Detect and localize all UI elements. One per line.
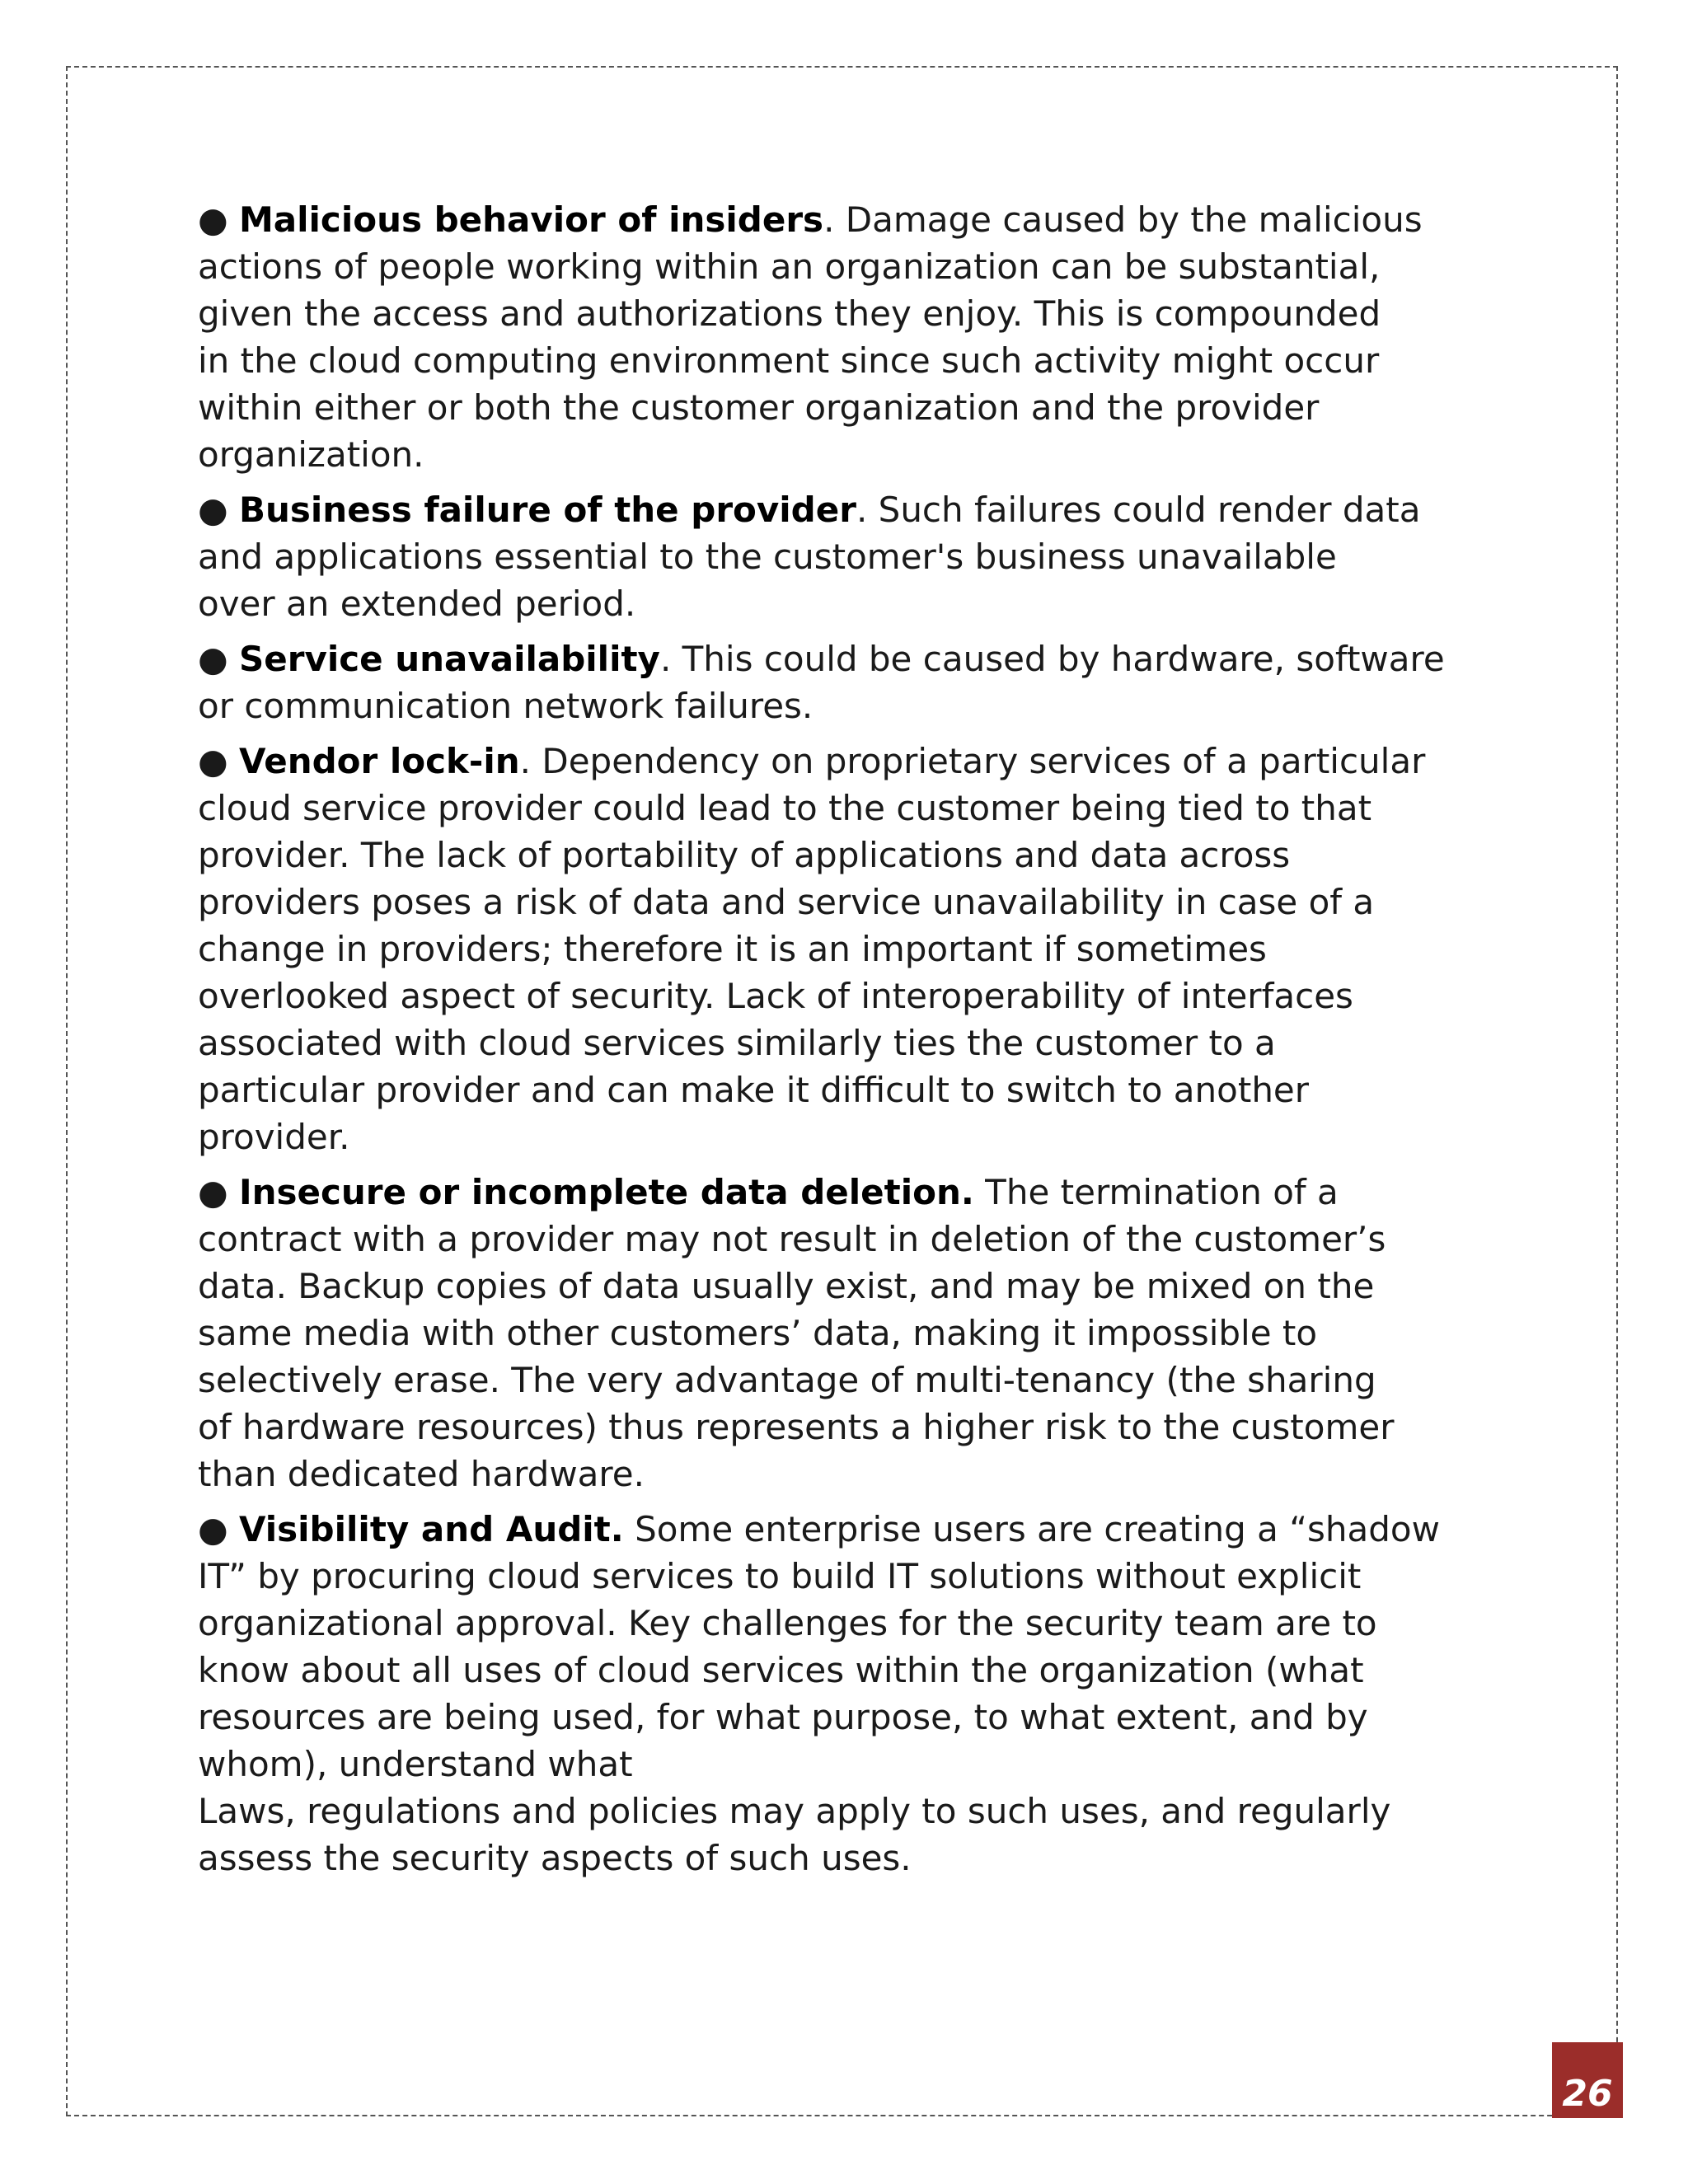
page-number: 26: [1562, 2073, 1613, 2115]
list-item-vendor-lock-in: [198, 738, 1517, 1160]
item-term: Insecure or incomplete data deletion.: [239, 1172, 974, 1212]
item-text: . Such failures could render data and applications essential to the customer's business unavailable over an extended period.: [198, 490, 1421, 624]
bullet: ●: [198, 741, 239, 781]
item-text: . Dependency on proprietary services of a particular cloud service provider could lead to the customer being tied to that provider. The lack of portability of applications and data across providers poses a risk of data and service unavailability in case of a change in providers; therefore it is an important if sometimes overlooked aspect of security. Lack of interoperability of interfaces associated with cloud services similarly ties the customer to a particular provider and can make it difficult to switch to another provider.: [198, 741, 1426, 1157]
list-item-malicious-insiders: [198, 196, 1517, 478]
item-text: Some enterprise users are creating a “shadow IT” by procuring cloud services to build IT solutions without explicit organizational approval. Key challenges for the security team are to know about all uses of cloud services within the organization (what resources are being used, for what purpose, to what extent, and by whom), understand what Laws, regulations and policies may apply to such uses, and regularly assess the security aspects of such uses.: [198, 1509, 1440, 1878]
list-item-service-unavailability: [198, 635, 1517, 729]
bullet: ●: [198, 639, 239, 679]
item-term: Malicious behavior of insiders: [239, 199, 824, 240]
item-text: . This could be caused by hardware, software or communication network failures.: [198, 639, 1445, 726]
document-body: [198, 196, 1517, 1890]
bullet: ●: [198, 199, 239, 240]
bullet: ●: [198, 490, 239, 530]
item-term: Business failure of the provider: [239, 490, 856, 530]
item-term: Vendor lock-in: [239, 741, 520, 781]
item-term: Service unavailability: [239, 639, 660, 679]
list-item-business-failure: [198, 486, 1517, 627]
item-text: . Damage caused by the malicious actions of people working within an organization can be substantial, given the access and authorizations they enjoy. This is compounded in the cloud computing environment since such activity might occur within either or both the customer organization and the provider organization.: [198, 199, 1423, 475]
item-text: The termination of a contract with a provider may not result in deletion of the customer’s data. Backup copies of data usually exist, and may be mixed on the same media with other customers’ data, making it impossible to selectively erase. The very advantage of multi-tenancy (the sharing of hardware resources) thus represents a higher risk to the customer than dedicated hardware.: [198, 1172, 1395, 1494]
bullet: ●: [198, 1509, 239, 1549]
page-number-badge: [1552, 2042, 1623, 2118]
list-item-data-deletion: [198, 1169, 1517, 1497]
item-term: Visibility and Audit.: [239, 1509, 624, 1549]
bullet: ●: [198, 1172, 239, 1212]
list-item-visibility-audit: [198, 1506, 1517, 1882]
